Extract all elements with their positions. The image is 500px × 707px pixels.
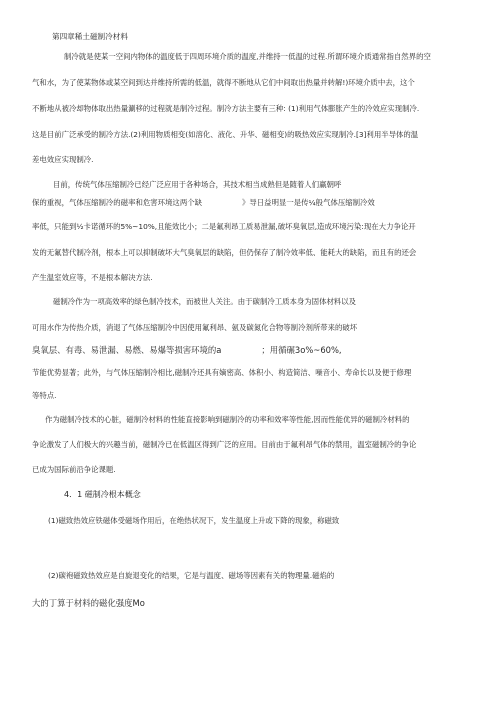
definition-item-2: (2)碳袍磁致热效应是自旋退变化的结果，它是与温度、磁场等因素有关的物理量.磁焰的 [48,571,335,580]
para3-line3-part-a: 臭氧层、有毒、易泄漏、易燃、易爆等损害环境的a [32,345,222,355]
definition-item-2-continued: 大的丁算于材料的磁化强度Mo [32,598,145,608]
definition-item-1: (1)磁致热效应铁磁体受磁场作用后，在绝热状况下，发生温度上升或下降的现象，称磁致 [48,516,340,525]
para3-line5: 等特点. [32,391,57,400]
para4-line3: 已成为国际前沿争论课题. [32,465,116,474]
chapter-title: 第四章稀土磁制冷材料 [52,32,128,41]
para1-line2: 气和水，为了使某物体或某空间到达并维持所需的低温，就得不断地从它们中间取出热量并转解!)环境介质中去，这个 [32,78,415,87]
para3-line3 [32,345,342,355]
para2-line2-part-b: 》导日益明显一是传¼般气体压缩制冷效 [242,198,375,207]
para2-line5: 产生温室效应等，不是根本解决方法. [32,273,153,282]
para1-line3: 不断地从被冷却物体取出热量涮移的过程就是制冷过程。制冷方法主要有三种: (1)利用气体膨胀产生的冷效应实现制冷. [32,104,420,113]
para1-line5: 差电效应实现制冷. [32,155,94,164]
para4-line2: 争论激发了人们极大的兴趣当前，磁制冷已在低温区得到广泛的应用。目前由于氟利昂气体的禁用，温室磁制冷的争论 [32,440,417,449]
para2-line2-part-a: 保的重视，气体压缩制冷的磁率和危害环境这两个缺 [32,198,202,207]
para3-line4: 节能优势显著；此外，与气体压缩制冷相比,磁制冷还具有嫡密高、体积小、构造简洁、噪音小、寿命长以及便于修理 [32,368,412,377]
para2-line4: 发的无氟替代制冷剂，根本上可以抑制破坏大气臭氧层的缺陷，但仍保存了制冷效率低、能耗大的缺陷，而且有的还会 [32,248,417,257]
para3-line3-part-b: ；用循碾3o%~60%, [261,345,342,355]
para2-line3: 率低，只能到½卡诺循环的5%~10%,且能效比小；二是氟利昂工质易泄漏,破坏臭氧层,造成环境污染:现在大力争论开 [32,222,416,231]
para1-line4: 这是目前广泛承受的制冷方法.(2)利用物质相变(如溶化、液化、升华、磁相变)的吸热效应实现制冷.[3]利用半导体的温 [32,130,419,139]
para3-line1: 磁制冷作为一项高效率的绿色制冷技术，而被世人关注。由于碳制冷工质本身为固体材料以及 [53,297,357,306]
para2-line2 [32,198,375,208]
para4-line1: 作为磁制冷技术的心脏，磁制冷材料的性能直接影响到磁制冷的功率和效率等性能,因而性能优异的磁制冷材料的 [45,415,410,424]
section-heading: 4．1 磁制冷根本概念 [64,490,141,499]
para3-line2: 可用水作为传热介质，消退了气体压缩制冷中因使用氟利昂、氨及碳氮化合物等制冷剂所带来的破坏 [32,323,358,332]
para1-line1: 制冷就是使某一空间内物体的温度低于四周环境介质的温度,并维持一低温的过程.所谓环境介质通常指自然界的空 [64,52,431,61]
para2-line1: 目前，传统气体压缩制冷已经广泛应用于各种场合，其技术相当成熟但是随着人们赢朝呼 [53,180,342,189]
